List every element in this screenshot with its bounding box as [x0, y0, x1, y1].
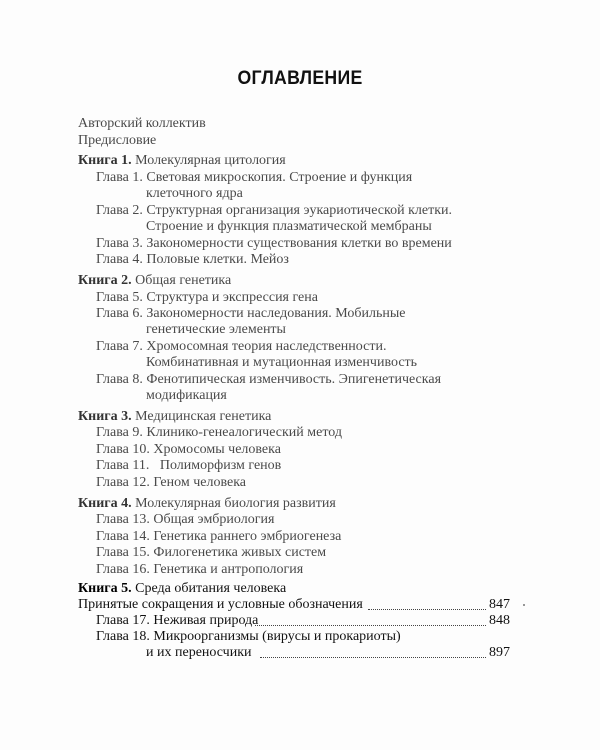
chapter-label: Глава 5. — [96, 290, 143, 305]
chapter-title: Световая микроскопия. Строение и функция — [146, 170, 413, 185]
chapter-title: Половые клетки. Мейоз — [146, 252, 289, 267]
chapter-18-cont: и их переносчики — [146, 645, 252, 660]
book-1-label: Книга 1. — [78, 153, 132, 168]
chapter-label: Глава 6. — [96, 306, 143, 321]
book-4-title: Молекулярная биология развития — [135, 496, 336, 511]
chapter-label: Глава 12. — [96, 475, 150, 490]
book-5-title: Среда обитания человека — [135, 581, 287, 596]
book-2-heading[interactable] — [78, 272, 231, 289]
book-1-heading[interactable] — [78, 152, 286, 169]
chapter-10[interactable] — [96, 441, 281, 458]
chapter-9[interactable] — [96, 424, 342, 441]
chapter-title: Общая эмбриология — [153, 512, 275, 527]
chapter-title: Генетика раннего эмбриогенеза — [153, 529, 342, 544]
toc-intro-preface[interactable]: Предисловие — [78, 133, 157, 148]
chapter-title: Хромосомы человека — [153, 442, 281, 457]
scan-speck — [523, 604, 525, 606]
page-number: 848 — [489, 613, 510, 628]
leader-dots — [260, 656, 486, 658]
chapter-13[interactable] — [96, 511, 274, 528]
book-3-heading[interactable] — [78, 408, 271, 425]
chapter-8-cont: модификация — [146, 388, 227, 403]
book-5-label: Книга 5. — [78, 581, 132, 596]
chapter-label: Глава 15. — [96, 545, 150, 560]
chapter-label: Глава 3. — [96, 236, 143, 251]
page-number: 897 — [489, 645, 510, 660]
chapter-4[interactable] — [96, 251, 289, 268]
chapter-title: Филогенетика живых систем — [153, 545, 327, 560]
chapter-label: Глава 4. — [96, 252, 143, 267]
chapter-title: Полиморфизм генов — [159, 458, 282, 473]
chapter-12[interactable] — [96, 474, 246, 491]
chapter-14[interactable] — [96, 528, 341, 545]
leader-dots — [255, 624, 486, 626]
chapter-label: Глава 14. — [96, 529, 150, 544]
chapter-title: Неживая природа — [153, 613, 259, 628]
chapter-title: Закономерности наследования. Мобильные — [146, 306, 406, 321]
chapter-title: Геном человека — [153, 475, 247, 490]
chapter-title: Фенотипическая изменчивость. Эпигенетическая — [146, 372, 442, 387]
chapter-label: Глава 7. — [96, 339, 143, 354]
chapter-title: Структурная организация эукариотической клетки. — [146, 203, 452, 218]
toc-intro-authors[interactable]: Авторский коллектив — [78, 116, 206, 131]
book-3-label: Книга 3. — [78, 409, 132, 424]
abbreviations-entry[interactable]: Принятые сокращения и условные обозначения — [78, 597, 363, 612]
chapter-title: Хромосомная теория наследственности. — [146, 339, 387, 354]
book-3-title: Медицинская генетика — [135, 409, 272, 424]
book-4-heading[interactable] — [78, 495, 336, 512]
book-5-heading[interactable] — [78, 580, 286, 597]
chapter-6-cont: генетические элементы — [146, 322, 286, 337]
chapter-label: Глава 18. — [96, 629, 150, 644]
book-2-title: Общая генетика — [135, 273, 232, 288]
chapter-title: Клинико-генеалогический метод — [146, 425, 342, 440]
chapter-6[interactable] — [96, 305, 406, 322]
chapter-7-cont: Комбинативная и мутационная изменчивость — [146, 355, 418, 370]
chapter-title: Структура и экспрессия гена — [146, 290, 318, 305]
chapter-label: Глава 16. — [96, 562, 150, 577]
chapter-16[interactable] — [96, 561, 303, 578]
toc-title: ОГЛАВЛЕНИЕ — [237, 68, 363, 89]
book-2-label: Книга 2. — [78, 273, 132, 288]
chapter-1-cont: клеточного ядра — [146, 186, 243, 201]
chapter-label: Глава 9. — [96, 425, 143, 440]
leader-dots — [368, 608, 486, 610]
chapter-17[interactable] — [96, 612, 258, 629]
chapter-8[interactable] — [96, 371, 441, 388]
book-4-label: Книга 4. — [78, 496, 132, 511]
chapter-label: Глава 1. — [96, 170, 143, 185]
chapter-label: Глава 10. — [96, 442, 150, 457]
page-number: 847 — [489, 597, 510, 612]
chapter-label: Глава 8. — [96, 372, 143, 387]
chapter-label: Глава 11. — [96, 458, 150, 473]
chapter-15[interactable] — [96, 544, 326, 561]
chapter-7[interactable] — [96, 338, 386, 355]
chapter-2-cont: Строение и функция плазматической мембраны — [146, 219, 432, 234]
chapter-18[interactable] — [96, 628, 401, 645]
chapter-label: Глава 13. — [96, 512, 150, 527]
chapter-5[interactable] — [96, 289, 318, 306]
chapter-1[interactable] — [96, 169, 412, 186]
chapter-11[interactable] — [96, 457, 281, 474]
chapter-label: Глава 17. — [96, 613, 150, 628]
chapter-title: Микроорганизмы (вирусы и прокариоты) — [153, 629, 401, 644]
chapter-title: Закономерности существования клетки во времени — [146, 236, 452, 251]
book-1-title: Молекулярная цитология — [135, 153, 286, 168]
chapter-label: Глава 2. — [96, 203, 143, 218]
chapter-2[interactable] — [96, 202, 452, 219]
chapter-title: Генетика и антропология — [153, 562, 304, 577]
chapter-3[interactable] — [96, 235, 452, 252]
